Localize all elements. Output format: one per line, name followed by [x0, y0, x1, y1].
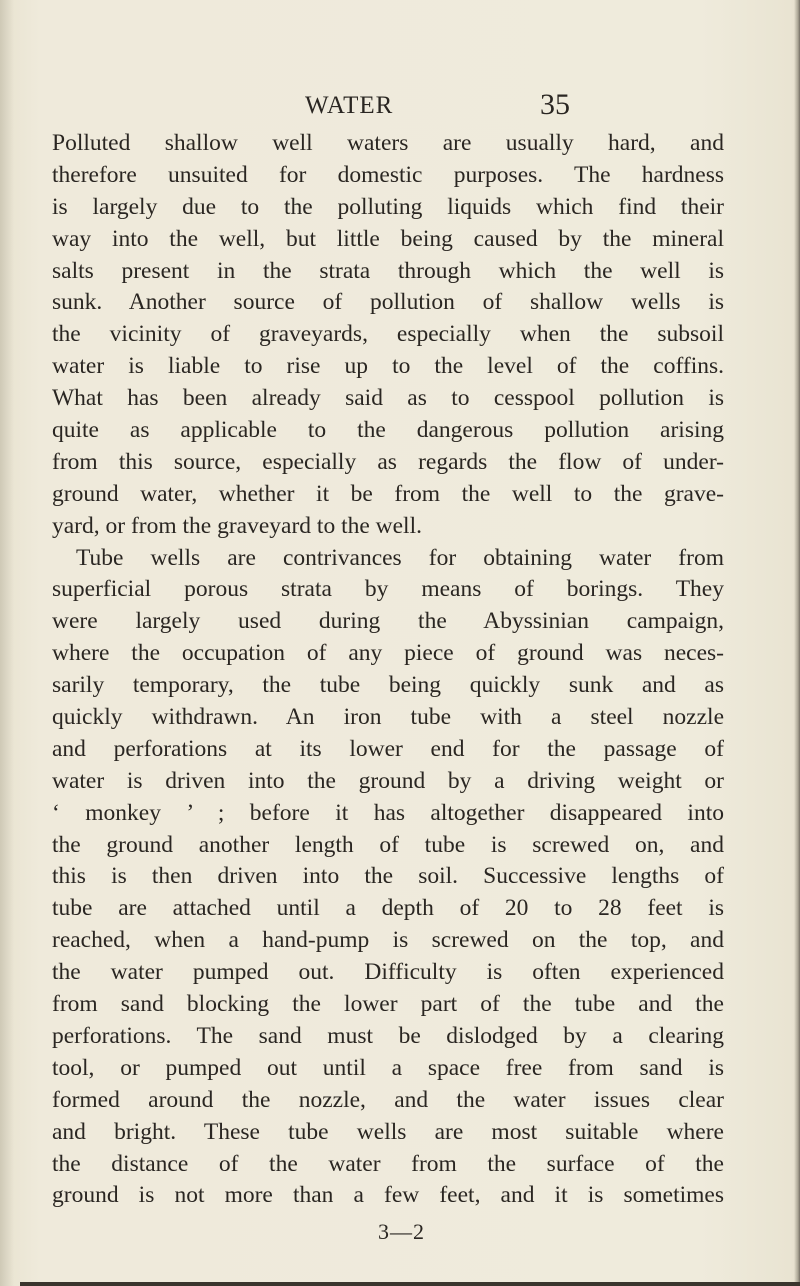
text-line: way into the well, but little being caused by the mineral [52, 225, 724, 252]
text-line: and perforations at its lower end for the passage of [52, 735, 724, 762]
text-line: water is liable to rise up to the level of the coffins. [52, 353, 724, 380]
signature-mark: 3—2 [378, 1219, 425, 1244]
text-line: salts present in the strata through which the well is [52, 257, 724, 284]
text-line: yard, or from the graveyard to the well. [52, 512, 422, 539]
text-line: ground is not more than a few feet, and it is sometimes [52, 1182, 724, 1209]
text-line: water is driven into the ground by a driving weight or [52, 767, 724, 794]
text-line: tube are attached until a depth of 20 to 28 feet is [52, 895, 724, 922]
body-text [52, 128, 724, 1212]
text-line: is largely due to the polluting liquids which find their [52, 193, 724, 220]
text-line: the ground another length of tube is screwed on, and [52, 831, 724, 858]
text-line: sunk. Another source of pollution of shallow wells is [52, 289, 724, 316]
text-line: and bright. These tube wells are most suitable where [52, 1118, 724, 1145]
text-line: perforations. The sand must be dislodged by a clearing [52, 1022, 724, 1049]
text-line: the distance of the water from the surface of the [52, 1150, 724, 1177]
text-line: What has been already said as to cesspool pollution is [52, 385, 724, 412]
text-line: quite as applicable to the dangerous pollution arising [52, 417, 724, 444]
page-bottom-edge [20, 1282, 800, 1286]
running-head: WATER [305, 92, 394, 119]
text-line: ‘ monkey ’ ; before it has altogether disappeared into [52, 799, 724, 826]
page-number: 35 [540, 88, 570, 121]
text-line: the water pumped out. Difficulty is often experienced [52, 959, 724, 986]
text-line: therefore unsuited for domestic purposes. The hardness [52, 161, 724, 188]
page-header [0, 88, 800, 128]
text-line: were largely used during the Abyssinian campaign, [52, 608, 724, 635]
text-line: formed around the nozzle, and the water issues clear [52, 1086, 724, 1113]
text-line: superficial porous strata by means of borings. They [52, 576, 724, 603]
page-edge [794, 0, 800, 1286]
text-line: quickly withdrawn. An iron tube with a steel nozzle [52, 704, 724, 731]
text-line: reached, when a hand-pump is screwed on the top, and [52, 927, 724, 954]
text-line: Polluted shallow well waters are usually hard, and [52, 130, 724, 156]
text-line: ground water, whether it be from the well to the grave- [52, 480, 724, 507]
text-line: from sand blocking the lower part of the tube and the [52, 991, 724, 1018]
text-line: tool, or pumped out until a space free from sand is [52, 1054, 724, 1081]
text-line: sarily temporary, the tube being quickly sunk and as [52, 672, 724, 699]
text-line: from this source, especially as regards the flow of under- [52, 448, 724, 475]
text-line: the vicinity of graveyards, especially when the subsoil [52, 321, 724, 348]
text-line: this is then driven into the soil. Successive lengths of [52, 863, 724, 890]
text-line: Tube wells are contrivances for obtaining water from [76, 544, 724, 571]
text-line: where the occupation of any piece of ground was neces- [52, 640, 724, 667]
gutter-shadow [0, 0, 14, 1286]
